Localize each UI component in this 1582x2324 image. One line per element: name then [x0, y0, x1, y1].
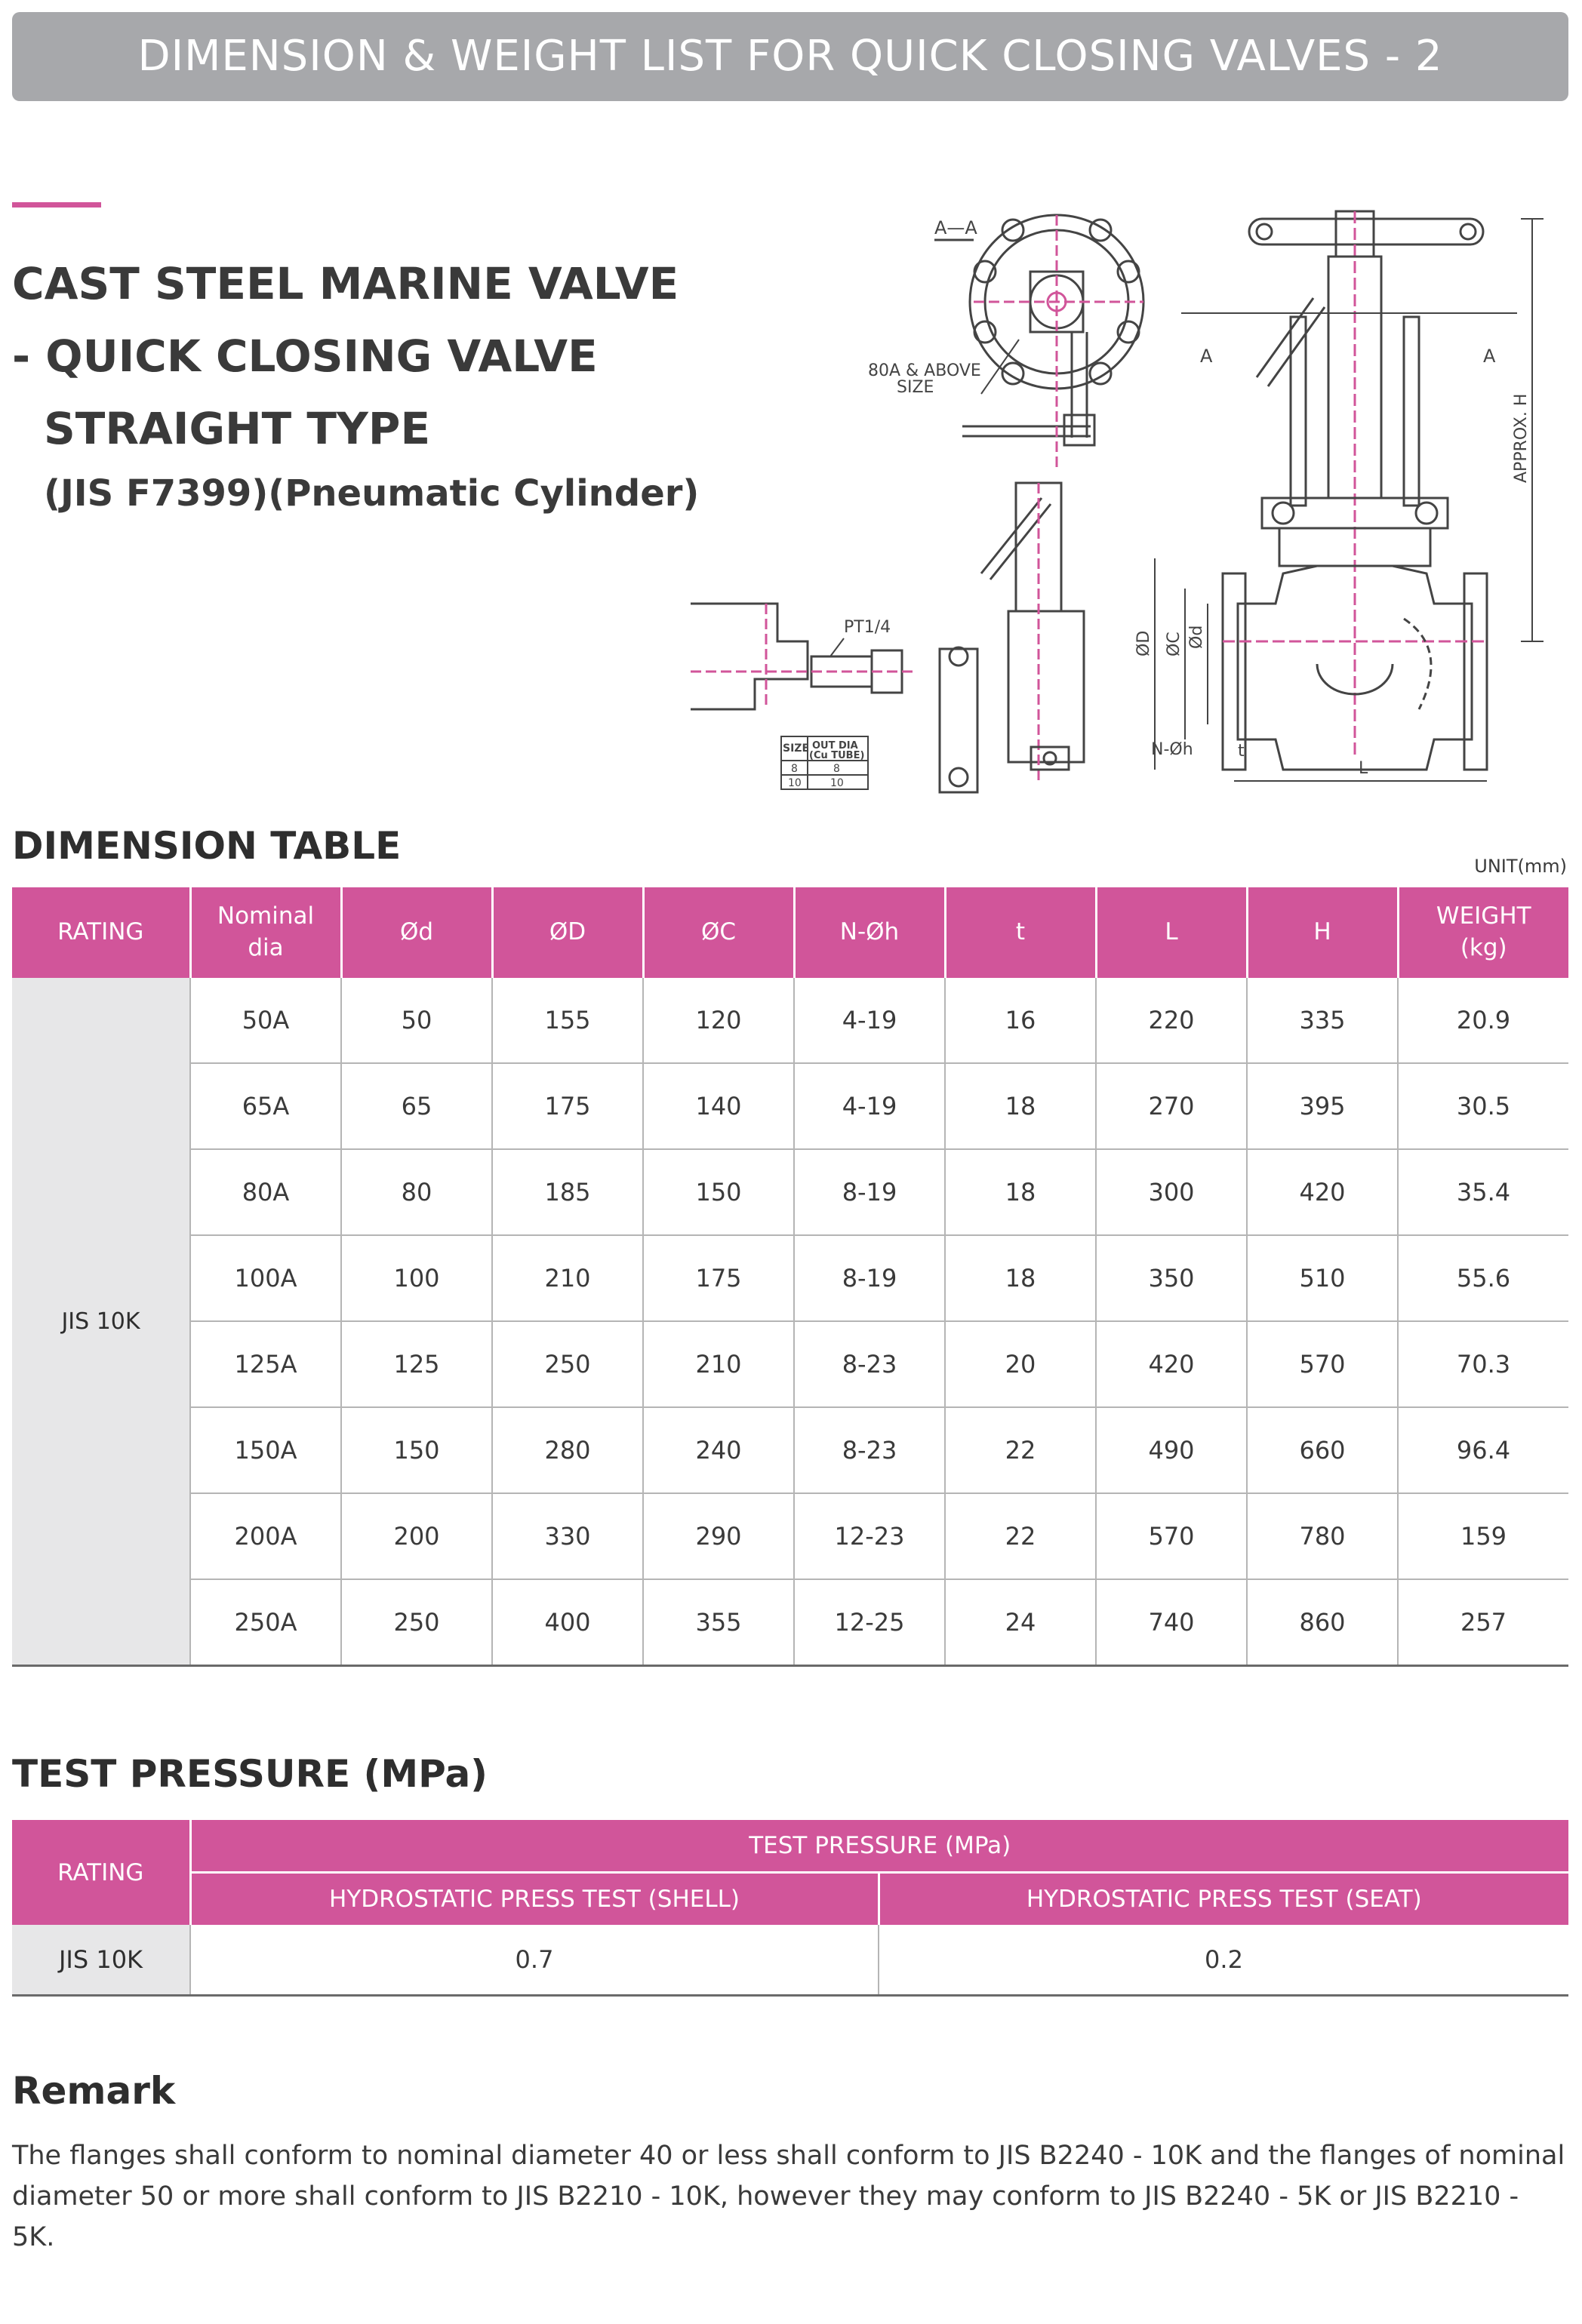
unit-label: UNIT(mm)	[1474, 856, 1567, 877]
cell-l: 490	[1096, 1407, 1247, 1493]
cell-l: 300	[1096, 1149, 1247, 1235]
cell-od-big: 175	[492, 1063, 643, 1149]
cell-h: 510	[1247, 1235, 1398, 1321]
table-row	[12, 1235, 1568, 1321]
product-title	[12, 247, 699, 522]
cell-l: 570	[1096, 1493, 1247, 1579]
header-od-big: ØD	[492, 887, 643, 978]
approx-h-label: APPROX. H	[1512, 393, 1531, 483]
tube-size-10: 10	[788, 777, 802, 789]
cell-nominal-dia: 65A	[190, 1063, 341, 1149]
test-pressure-table	[12, 1820, 1568, 1997]
cell-oc: 140	[643, 1063, 794, 1149]
cell-od-small: 200	[341, 1493, 492, 1579]
title-line-3: STRAIGHT TYPE	[44, 403, 431, 454]
tp-header-rating: RATING	[12, 1820, 190, 1925]
cell-noh: 8-23	[794, 1407, 945, 1493]
cell-t: 20	[945, 1321, 1096, 1407]
cell-t: 24	[945, 1579, 1096, 1666]
size-note-1: 80A & ABOVE	[868, 361, 981, 380]
tube-size-header: SIZE	[783, 742, 810, 755]
cell-h: 780	[1247, 1493, 1398, 1579]
valve-technical-drawing	[679, 196, 1570, 800]
table-row	[12, 1493, 1568, 1579]
header-t: t	[945, 887, 1096, 978]
cell-od-small: 100	[341, 1235, 492, 1321]
header-oc: ØC	[643, 887, 794, 978]
cell-od-big: 210	[492, 1235, 643, 1321]
tube-dia-10: 10	[830, 777, 844, 789]
table-row	[12, 1063, 1568, 1149]
cell-weight: 96.4	[1398, 1407, 1568, 1493]
cell-noh: 12-23	[794, 1493, 945, 1579]
cell-oc: 120	[643, 978, 794, 1063]
cell-nominal-dia: 50A	[190, 978, 341, 1063]
cell-od-small: 150	[341, 1407, 492, 1493]
header-weight: WEIGHT (kg)	[1398, 887, 1568, 978]
remark-title: Remark	[12, 2069, 176, 2113]
oc-label: ØC	[1165, 632, 1183, 656]
cell-noh: 4-19	[794, 1063, 945, 1149]
dimension-table	[12, 887, 1568, 1667]
title-standard: (JIS F7399)(Pneumatic Cylinder)	[44, 472, 700, 515]
cell-t: 22	[945, 1493, 1096, 1579]
cell-oc: 240	[643, 1407, 794, 1493]
cell-l: 350	[1096, 1235, 1247, 1321]
cell-oc: 290	[643, 1493, 794, 1579]
cell-od-small: 250	[341, 1579, 492, 1666]
section-view-aa	[868, 215, 1143, 468]
cell-nominal-dia: 150A	[190, 1407, 341, 1493]
cell-nominal-dia: 250A	[190, 1579, 341, 1666]
dimension-table-title: DIMENSION TABLE	[12, 824, 402, 868]
cell-weight: 20.9	[1398, 978, 1568, 1063]
tube-cu-header: (Cu TUBE)	[809, 750, 865, 761]
odd-label: Ød	[1187, 625, 1206, 649]
rating-cell: JIS 10K	[12, 978, 190, 1666]
pt-label: PT1/4	[844, 618, 891, 637]
noh-label: N-Øh	[1151, 740, 1193, 759]
t-label: t	[1238, 742, 1245, 761]
cell-l: 740	[1096, 1579, 1247, 1666]
cell-od-small: 50	[341, 978, 492, 1063]
header-h: H	[1247, 887, 1398, 978]
section-mark-left: A	[1200, 346, 1213, 367]
tp-rating: JIS 10K	[12, 1925, 190, 1996]
header-rating: RATING	[12, 887, 190, 978]
cell-oc: 150	[643, 1149, 794, 1235]
cell-l: 220	[1096, 978, 1247, 1063]
header-noh: N-Øh	[794, 887, 945, 978]
cell-od-big: 155	[492, 978, 643, 1063]
header-l: L	[1096, 887, 1247, 978]
cell-h: 860	[1247, 1579, 1398, 1666]
cell-h: 395	[1247, 1063, 1398, 1149]
tp-header-shell: HYDROSTATIC PRESS TEST (SHELL)	[190, 1873, 879, 1926]
cell-noh: 8-23	[794, 1321, 945, 1407]
accent-bar	[12, 202, 101, 208]
cell-oc: 210	[643, 1321, 794, 1407]
cell-noh: 8-19	[794, 1235, 945, 1321]
remark-text: The flanges shall conform to nominal diameter 40 or less shall conform to JIS B2240 - 10K and the flanges of nominal diameter 50 or more shall conform to JIS B2210 - 10K, however they may conform to JIS B2240 - 5K or JIS B2210 - 5K.	[12, 2141, 1565, 2252]
cell-nominal-dia: 80A	[190, 1149, 341, 1235]
tp-header-seat: HYDROSTATIC PRESS TEST (SEAT)	[879, 1873, 1568, 1926]
tube-size-8: 8	[791, 763, 798, 775]
cell-od-small: 65	[341, 1063, 492, 1149]
cell-weight: 257	[1398, 1579, 1568, 1666]
header-nominal-dia: Nominal dia	[190, 887, 341, 978]
table-row	[12, 1321, 1568, 1407]
cell-od-big: 280	[492, 1407, 643, 1493]
od-label: ØD	[1134, 630, 1153, 656]
cell-od-big: 400	[492, 1579, 643, 1666]
tp-row	[12, 1925, 1568, 1996]
tube-outdia-header: OUT DIA	[812, 740, 858, 752]
cell-t: 22	[945, 1407, 1096, 1493]
port-detail	[691, 604, 913, 709]
section-mark-right: A	[1483, 346, 1496, 367]
table-row	[12, 1407, 1568, 1493]
cell-od-big: 330	[492, 1493, 643, 1579]
cell-od-small: 80	[341, 1149, 492, 1235]
cell-t: 18	[945, 1063, 1096, 1149]
title-line-2: - QUICK CLOSING VALVE	[12, 330, 598, 382]
cell-h: 570	[1247, 1321, 1398, 1407]
tube-dia-8: 8	[833, 763, 840, 775]
section-label: A—A	[934, 217, 977, 238]
tube-size-table	[781, 736, 868, 789]
tp-shell-value: 0.7	[190, 1925, 879, 1996]
cell-nominal-dia: 100A	[190, 1235, 341, 1321]
cell-h: 335	[1247, 978, 1398, 1063]
tp-header-group: TEST PRESSURE (MPa)	[190, 1820, 1568, 1873]
cell-od-big: 250	[492, 1321, 643, 1407]
cell-t: 18	[945, 1235, 1096, 1321]
cell-od-big: 185	[492, 1149, 643, 1235]
cell-oc: 355	[643, 1579, 794, 1666]
cell-weight: 159	[1398, 1493, 1568, 1579]
l-label: L	[1359, 759, 1368, 778]
cylinder-side-view	[940, 483, 1084, 792]
cell-nominal-dia: 125A	[190, 1321, 341, 1407]
valve-elevation	[1134, 211, 1544, 781]
cell-h: 660	[1247, 1407, 1398, 1493]
cell-h: 420	[1247, 1149, 1398, 1235]
size-note-2: SIZE	[897, 378, 934, 397]
table-row	[12, 1149, 1568, 1235]
cell-weight: 55.6	[1398, 1235, 1568, 1321]
page-banner: DIMENSION & WEIGHT LIST FOR QUICK CLOSING VALVES - 2	[12, 12, 1568, 101]
cell-oc: 175	[643, 1235, 794, 1321]
cell-noh: 12-25	[794, 1579, 945, 1666]
cell-l: 270	[1096, 1063, 1247, 1149]
cell-od-small: 125	[341, 1321, 492, 1407]
cell-t: 16	[945, 978, 1096, 1063]
tp-seat-value: 0.2	[879, 1925, 1568, 1996]
cell-noh: 8-19	[794, 1149, 945, 1235]
cell-nominal-dia: 200A	[190, 1493, 341, 1579]
cell-noh: 4-19	[794, 978, 945, 1063]
test-pressure-title: TEST PRESSURE (MPa)	[12, 1752, 488, 1796]
cell-weight: 70.3	[1398, 1321, 1568, 1407]
table-row	[12, 978, 1568, 1063]
cell-weight: 35.4	[1398, 1149, 1568, 1235]
dimension-header-row	[12, 887, 1568, 978]
cell-t: 18	[945, 1149, 1096, 1235]
header-od-small: Ød	[341, 887, 492, 978]
table-row	[12, 1579, 1568, 1666]
cell-weight: 30.5	[1398, 1063, 1568, 1149]
title-line-1: CAST STEEL MARINE VALVE	[12, 258, 679, 309]
cell-l: 420	[1096, 1321, 1247, 1407]
